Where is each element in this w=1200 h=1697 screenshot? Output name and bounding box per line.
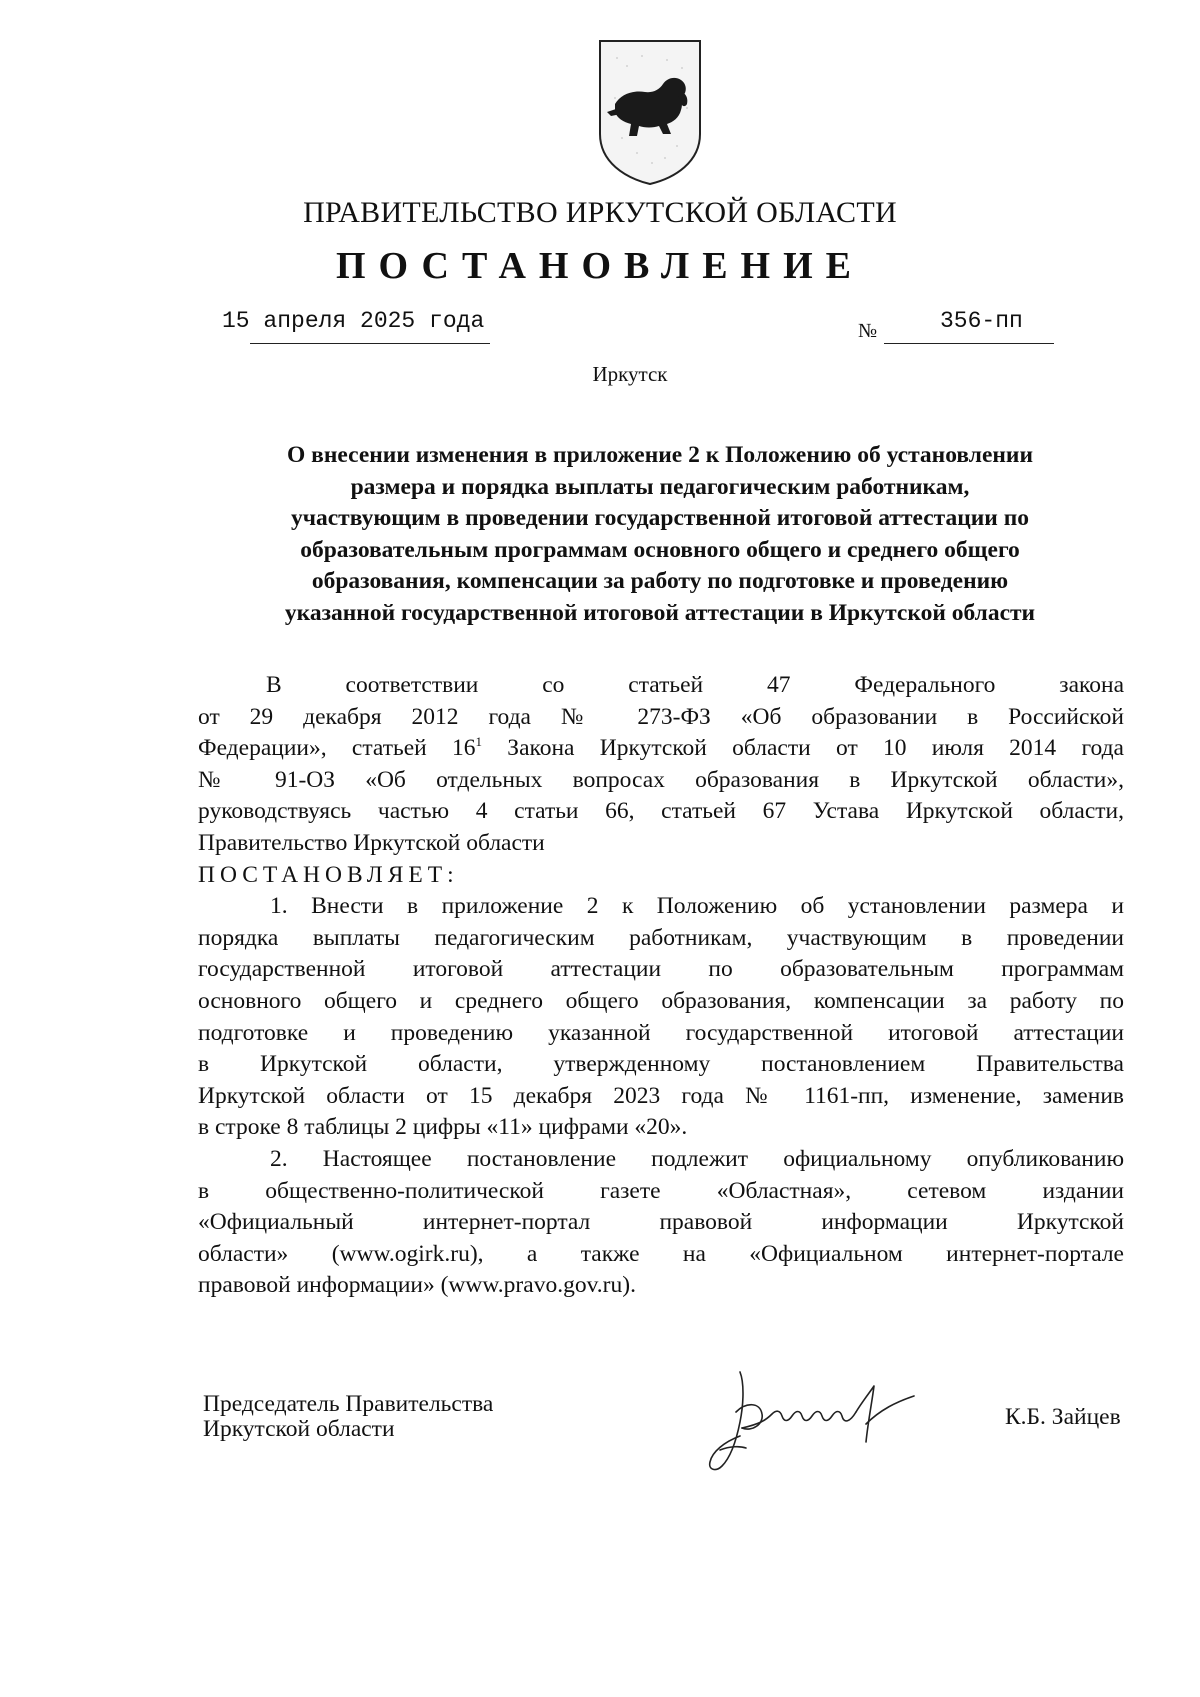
document-date: 15 апреля 2025 года [222, 308, 485, 334]
title-line: образования, компенсации за работу по подготовке и проведению [311, 568, 1009, 594]
item2-line: области» (www.ogirk.ru), а также на «Официальном интернет-портале [198, 1240, 1124, 1267]
title-line: участвующим в проведении государственной итоговой аттестации по [290, 505, 1030, 531]
title-line: размера и порядка выплаты педагогическим работникам, [350, 473, 970, 500]
date-underline [250, 343, 490, 344]
item2-line: «Официальный интернет-портал правовой информации Иркутской [198, 1209, 1124, 1236]
title-line: указанной государственной итоговой аттестации в Иркутской области [284, 599, 1036, 626]
item1-line: 1. Внести в приложение 2 к Положению об установлении размера и [270, 893, 1124, 920]
item1-line: в Иркутской области, утвержденному постановлением Правительства [198, 1051, 1124, 1078]
title-line: О внесении изменения в приложение 2 к Положению об установлении [287, 442, 1033, 468]
preamble-text: Федерации», статьей 16 [198, 735, 476, 762]
preamble-line: № 91-ОЗ «Об отдельных вопросах образования в Иркутской области», [198, 766, 1124, 793]
item1-line: государственной итоговой аттестации по образовательным программам [198, 956, 1124, 983]
item1-line: порядка выплаты педагогическим работникам, участвующим в проведении [198, 924, 1124, 951]
item1-line: основного общего и среднего общего образования, компенсации за работу по [198, 987, 1124, 1014]
number-underline [884, 343, 1054, 344]
signer-position [203, 1392, 493, 1442]
preamble-line: В соответствии со статьей 47 Федерального закона [266, 672, 1124, 698]
preamble-line: руководствуясь частью 4 статьи 66, статьей 67 Устава Иркутской области, [198, 798, 1124, 825]
title-line: образовательным программам основного общего и среднего общего [300, 536, 1020, 563]
item1-line: Иркутской области от 15 декабря 2023 года № 1161-пп, изменение, заменив [198, 1082, 1124, 1109]
preamble-text: Закона Иркутской области от 10 июля 2014 года [482, 735, 1124, 762]
item2-line: 2. Настоящее постановление подлежит официальному опубликованию [270, 1145, 1124, 1172]
signer-position-line: Председатель Правительства [203, 1391, 494, 1417]
preamble-line: Правительство Иркутской области [198, 829, 545, 856]
signer-position-line: Иркутской области [203, 1416, 395, 1442]
document-type: ПОСТАНОВЛЕНИЕ [335, 245, 865, 287]
document-body [198, 670, 1124, 1302]
signer-name: К.Б. Зайцев [1005, 1404, 1121, 1430]
government-name: ПРАВИТЕЛЬСТВО ИРКУТСКОЙ ОБЛАСТИ [303, 196, 897, 229]
preamble-line: от 29 декабря 2012 года № 273-ФЗ «Об образовании в Российской [198, 703, 1124, 730]
preamble-line [198, 733, 1124, 765]
irkutsk-coat-of-arms-icon [597, 38, 703, 186]
item1-line: подготовке и проведению указанной государственной итоговой аттестации [198, 1019, 1124, 1046]
item2-line: в общественно-политической газете «Областная», сетевом издании [198, 1177, 1124, 1204]
number-sign: № [858, 320, 878, 342]
handwritten-signature [700, 1362, 960, 1482]
document-title [195, 440, 1125, 629]
superscript: 1 [475, 734, 482, 750]
document-city: Иркутск [592, 362, 668, 386]
item2-line: правовой информации» (www.pravo.gov.ru). [198, 1272, 636, 1299]
decree-word: ПОСТАНОВЛЯЕТ: [198, 861, 459, 888]
document-number: 356-пп [940, 308, 1023, 334]
item1-line: в строке 8 таблицы 2 цифры «11» цифрами «20». [198, 1114, 688, 1141]
